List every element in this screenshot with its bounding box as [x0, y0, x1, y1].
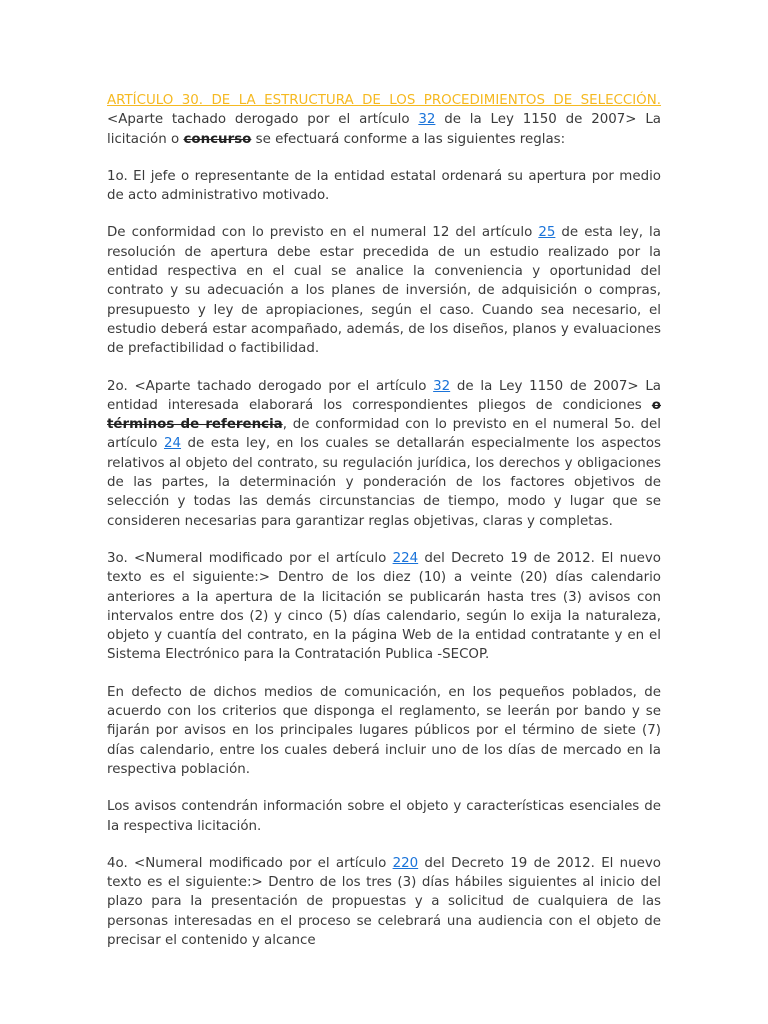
link-articulo-24[interactable]: 24 [163, 436, 182, 452]
p2-text-b: de esta ley, la resolución de apertura debe estar precedida de un estudio realizado por la entidad respectiva en el cual se analice la conveniencia y oportunidad del contrato y su adecuación a los planes de inversión, de adquisición o compras, presupuesto y ley de apropiaciones, según el caso. Cuando sea necesario, el estudio deberá estar acompañado, además, de los diseños, planos y evaluaciones de prefactibilidad o factibilidad. [107, 225, 661, 357]
paragraph-defecto: En defecto de dichos medios de comunicación, en los pequeños poblados, de acuerdo con los criterios que disponga el reglamento, se leerán por bando y se fijarán por avisos en los principales lugares públicos por el término de siete (7) días calendario, entre los cuales deberá incluir uno de los días de mercado en Ia respectiva población. [107, 684, 661, 777]
p2-text-a: De conformidad con lo previsto en el numeral 12 del artículo [107, 225, 539, 241]
link-articulo-32[interactable]: 32 [418, 112, 436, 128]
p3-text-c: , de conformidad con lo previsto en el numeral 5o. del artículo [107, 417, 661, 452]
article-title: ARTÍCULO 30. DE LA ESTRUCTURA DE LOS PROCEDIMIENTOS DE SELECCIÓN. [107, 93, 661, 108]
p3-text-b: de la Ley 1150 de 2007> La entidad interesada elaborará los correspondientes pliegos de condiciones [107, 378, 661, 413]
intro-text-b: de la Ley 1150 de 2007> La licitación o [107, 112, 661, 147]
paragraph-4o [107, 854, 661, 950]
paragraph-3o [107, 549, 661, 665]
p4-text-b: del Decreto 19 de 2012. El nuevo texto es el siguiente:> Dentro de los diez (10) a veinte (20) días calendario anteriores a Ia apertura de Ia licitación se publicarán hasta tres (3) avisos con intervalos entre dos (2) y cinco (5) días calendario, según lo exija Ia naturaleza, objeto y cuantía del contrato, en Ia página Web de Ia entidad contratante y en el Sistema Electrónico para Ia Contratación Publica -SECOP. [107, 550, 661, 663]
p3-text-d: de esta ley, en los cuales se detallarán especialmente los aspectos relativos al objeto del contrato, su regulación jurídica, los derechos y obligaciones de las partes, la determinación y ponderación de los factores objetivos de selección y todas las demás circunstancias de tiempo, modo y lugar que se consideren necesarias para garantizar reglas objetivas, claras y completas. [107, 436, 661, 529]
paragraph-1o: 1o. El jefe o representante de la entidad estatal ordenará su apertura por medio de acto administrativo motivado. [107, 168, 661, 204]
article-heading-paragraph [107, 91, 661, 149]
intro-text-a: <Aparte tachado derogado por el artículo [107, 112, 419, 128]
p7-text-a: 4o. <Numeral modificado por el artículo [107, 855, 393, 871]
paragraph-avisos: Los avisos contendrán información sobre el objeto y características esenciales de Ia respectiva licitación. [107, 799, 661, 834]
p7-text-b: del Decreto 19 de 2012. El nuevo texto es el siguiente:> Dentro de los tres (3) días hábiles siguientes al inicio del plazo para Ia presentación de propuestas y a solicitud de cualquiera de las personas interesadas en el proceso se celebrará una audiencia con el objeto de precisar el contenido y alcance [107, 855, 661, 948]
document-page [107, 91, 661, 968]
link-articulo-224[interactable]: 224 [392, 550, 419, 566]
paragraph-conformidad [107, 223, 661, 358]
link-articulo-25[interactable]: 25 [538, 225, 556, 241]
paragraph-2o [107, 377, 661, 531]
link-articulo-220[interactable]: 220 [392, 855, 419, 871]
struck-concurso: concurso [183, 131, 252, 147]
p3-text-a: 2o. <Aparte tachado derogado por el artículo [107, 378, 434, 394]
p4-text-a: 3o. <Numeral modificado por el artículo [107, 550, 393, 566]
link-articulo-32-b[interactable]: 32 [433, 378, 451, 394]
struck-terminos-referencia: o términos de referencia [107, 397, 661, 433]
intro-text-c: se efectuará conforme a las siguientes reglas: [251, 131, 566, 147]
